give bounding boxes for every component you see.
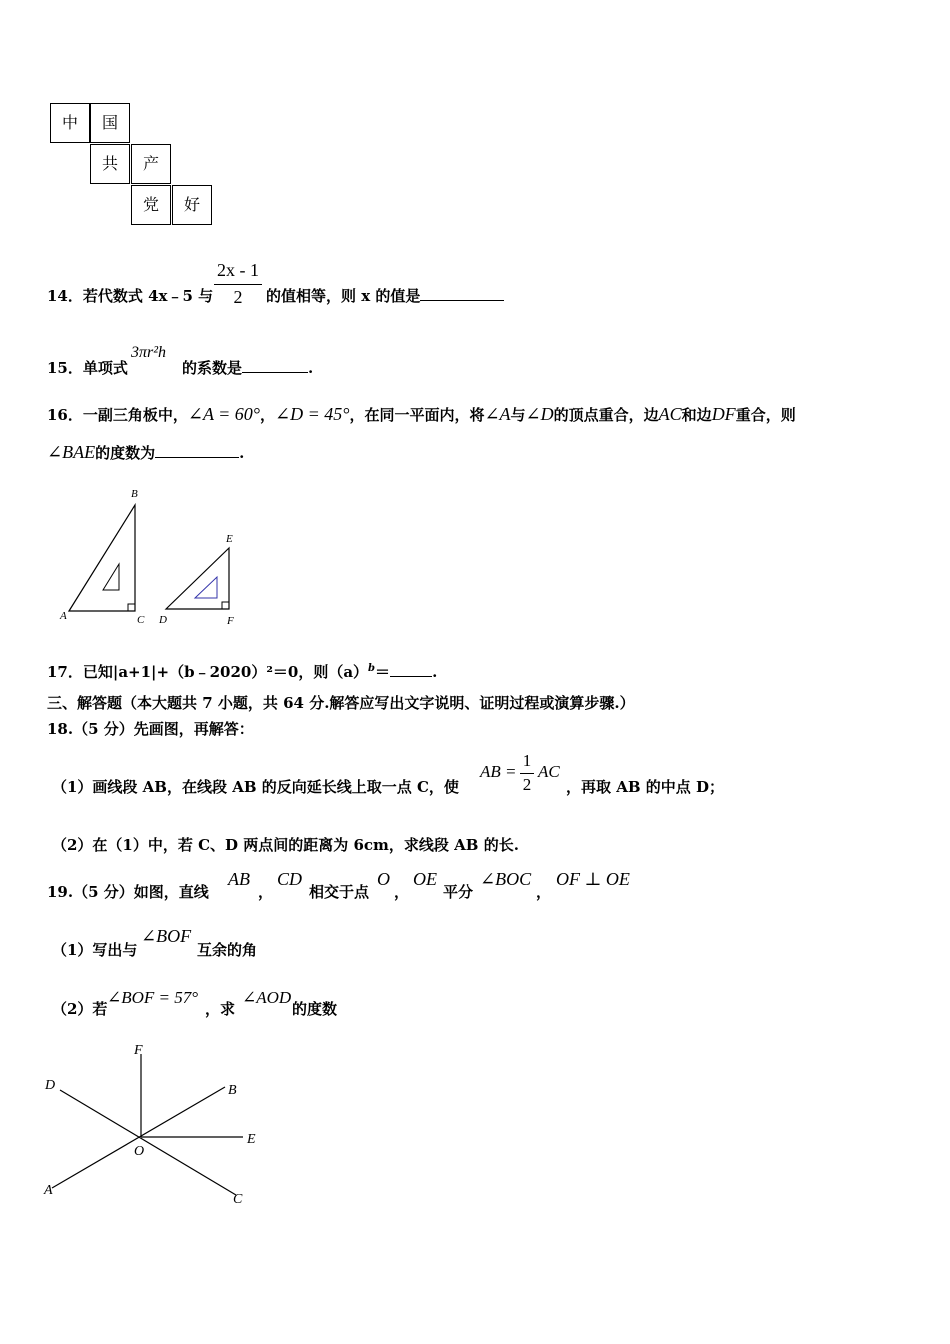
q18-frac-denominator: 2 bbox=[522, 775, 532, 794]
q19-comma: ， bbox=[394, 883, 410, 901]
q19-comma: ， bbox=[536, 883, 552, 901]
q19-o: O bbox=[377, 869, 390, 889]
q14-frac-denominator: 2 bbox=[233, 287, 243, 307]
q19-part2-text-b: ，求 bbox=[205, 1000, 236, 1018]
q19-part1-text-b: 互余的角 bbox=[197, 941, 258, 959]
q19-boc: ∠BOC bbox=[480, 869, 532, 889]
q19-bisect: 平分 bbox=[443, 883, 474, 901]
line-dc bbox=[60, 1090, 236, 1195]
q19-part2-angle-2: ∠AOD bbox=[242, 988, 292, 1007]
label-d: D bbox=[45, 1078, 56, 1093]
intersecting-lines-figure bbox=[40, 1038, 270, 1210]
q15-expression: 3πr²h bbox=[131, 344, 167, 361]
answer-blank[interactable] bbox=[390, 662, 432, 677]
q18-frac-bar bbox=[520, 773, 534, 774]
net-cell: 国 bbox=[90, 103, 130, 143]
q19-oe: OE bbox=[413, 869, 437, 889]
triangle-abc bbox=[69, 505, 135, 611]
label-a: A bbox=[44, 1183, 53, 1198]
answer-blank[interactable] bbox=[155, 443, 239, 458]
q19-meet: 相交于点 bbox=[309, 883, 370, 901]
q19-part1-angle: ∠BOF bbox=[141, 926, 192, 946]
net-cell: 中 bbox=[50, 103, 90, 143]
label-c: C bbox=[233, 1192, 243, 1207]
set-squares-figure bbox=[55, 482, 255, 630]
answer-blank[interactable] bbox=[242, 358, 308, 373]
q19-ab: AB bbox=[228, 869, 250, 889]
q18-part1-text: （1）画线段 AB，在线段 AB 的反向延长线上取一点 C，使 bbox=[52, 778, 459, 796]
q18-expr-ab: AB = bbox=[480, 762, 517, 781]
question-17: 17．已知|a+1|+（b﹣2020）²＝0，则$(a)^b=$ . bbox=[47, 663, 438, 681]
right-angle-mark-c bbox=[128, 604, 135, 611]
net-cell: 共 bbox=[90, 144, 130, 184]
q19-part2-angle: ∠BOF = 57° bbox=[107, 988, 199, 1007]
answer-blank[interactable] bbox=[420, 286, 504, 301]
inner-triangle-def bbox=[195, 577, 217, 598]
q14-text-a: 14．若代数式 4x﹣5 与 bbox=[47, 287, 214, 305]
q19-cd: CD bbox=[277, 869, 303, 889]
q16-line-1: 16．一副三角板中，∠A = 60°，∠D = 45°，在同一平面内，将∠A与∠D的顶点重合，边AC和边DF重合，则 bbox=[47, 404, 796, 424]
q14-frac-bar bbox=[214, 284, 262, 285]
q19-perp: OF ⊥ OE bbox=[556, 869, 630, 889]
net-cell: 产 bbox=[131, 144, 171, 184]
net-cell: 党 bbox=[131, 185, 171, 225]
label-d: D bbox=[159, 614, 167, 626]
net-cell: 好 bbox=[172, 185, 212, 225]
label-f: F bbox=[227, 615, 234, 627]
q14-text-b: 的值相等，则 x 的值是 bbox=[266, 286, 504, 306]
q18-frac-numerator: 1 bbox=[522, 751, 532, 770]
q18-part1-text-b: ，再取 AB 的中点 D； bbox=[566, 778, 724, 796]
label-e: E bbox=[247, 1132, 256, 1147]
label-b: B bbox=[131, 488, 138, 500]
q19-comma: ， bbox=[258, 883, 274, 901]
inner-triangle-abc bbox=[103, 564, 119, 590]
q15-text-b: 的系数是 . bbox=[182, 359, 314, 377]
label-c: C bbox=[137, 614, 145, 626]
label-o: O bbox=[134, 1144, 145, 1159]
q18-part2-text: （2）在（1）中，若 C、D 两点间的距离为 6cm，求线段 AB 的长. bbox=[52, 836, 519, 854]
q14-frac-numerator: 2x - 1 bbox=[217, 260, 259, 280]
right-angle-mark-f bbox=[222, 602, 229, 609]
q18-title: 18.（5 分）先画图，再解答： bbox=[47, 720, 254, 738]
q19-part2-text-c: 的度数 bbox=[292, 1000, 338, 1018]
q15-text-a: 15．单项式 bbox=[47, 359, 128, 377]
q18-expr-ac: AC bbox=[538, 762, 560, 781]
q19-title: 19.（5 分）如图，直线 bbox=[47, 883, 209, 901]
q19-part1-text-a: （1）写出与 bbox=[52, 941, 138, 959]
label-e: E bbox=[226, 533, 233, 545]
section-3-title: 三、解答题（本大题共 7 小题，共 64 分.解答应写出文字说明、证明过程或演算步骤.） bbox=[47, 694, 635, 712]
q16-line-2: ∠BAE的度数为 . bbox=[47, 442, 245, 462]
q19-part2-text-a: （2）若 bbox=[52, 1000, 108, 1018]
label-f: F bbox=[134, 1043, 143, 1058]
label-a: A bbox=[60, 610, 67, 622]
label-b: B bbox=[228, 1083, 237, 1098]
triangle-def bbox=[166, 548, 229, 609]
